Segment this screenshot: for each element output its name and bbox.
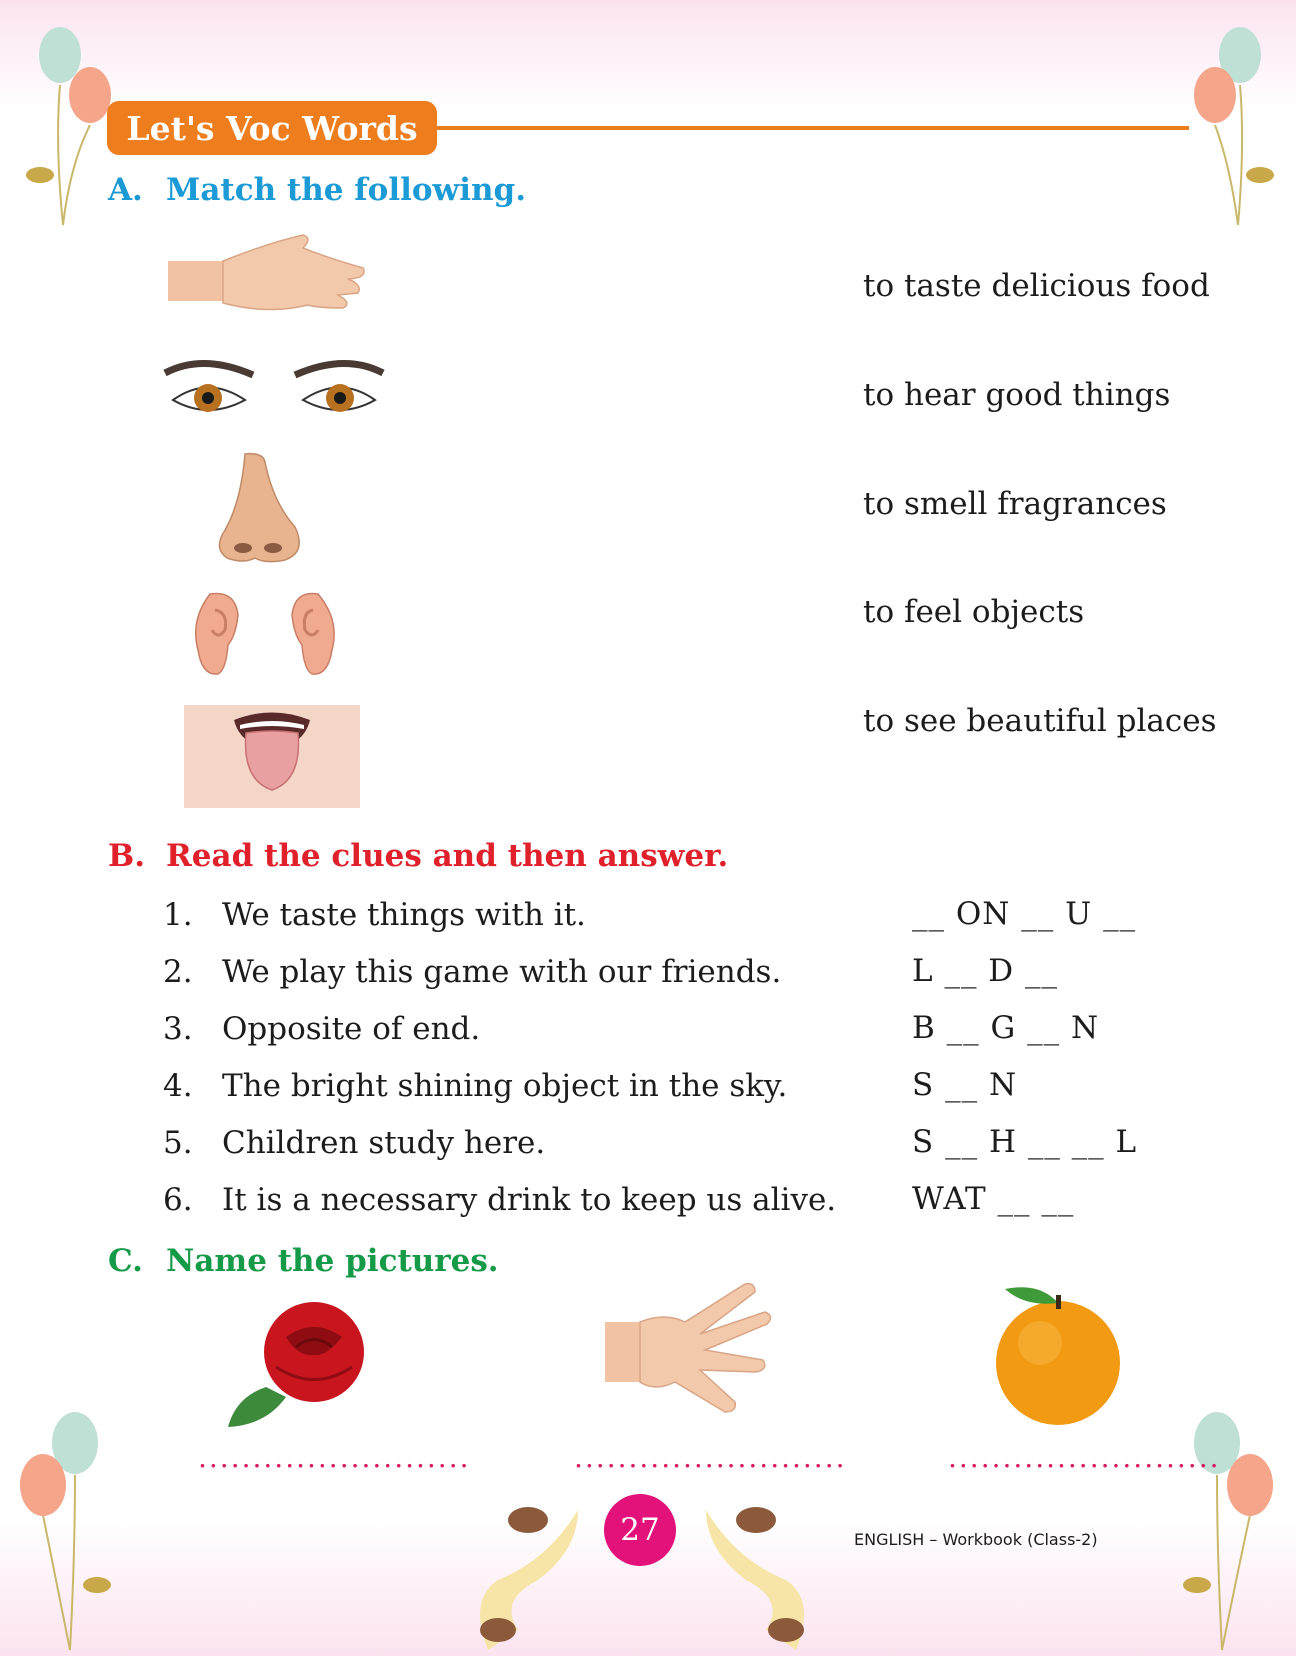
hand-icon: [168, 233, 368, 328]
page-number: 27: [604, 1494, 676, 1566]
section-c-letter: C.: [108, 1243, 143, 1279]
clue-text: We play this game with our friends.: [222, 954, 782, 990]
section-a-title: Match the following.: [166, 172, 527, 208]
match-phrase: to smell fragrances: [863, 486, 1167, 522]
clue-text: We taste things with it.: [222, 897, 586, 933]
clue-text: The bright shining object in the sky.: [222, 1068, 788, 1104]
clue-number: 6.: [163, 1182, 193, 1218]
clue-answer: S __ H __ __ L: [912, 1124, 1138, 1160]
clue-text: Children study here.: [222, 1125, 546, 1161]
section-a-heading: [108, 172, 526, 208]
clue-number: 2.: [163, 954, 193, 990]
balloons-bottom-left-icon: [15, 1405, 125, 1655]
match-phrase: to feel objects: [863, 594, 1085, 630]
clue-number: 5.: [163, 1125, 193, 1161]
clue-answer: WAT __ __: [912, 1181, 1075, 1217]
section-b-heading: [108, 838, 728, 874]
match-phrase: to see beautiful places: [863, 703, 1217, 739]
answer-blank[interactable]: .........................: [574, 1441, 847, 1474]
hand-icon: [605, 1282, 775, 1424]
clue-text: Opposite of end.: [222, 1011, 481, 1047]
section-tab: [107, 101, 437, 155]
clue-number: 1.: [163, 897, 193, 933]
match-phrase: to taste delicious food: [863, 268, 1210, 304]
clue-answer: S __ N: [912, 1067, 1018, 1103]
rose-icon: [226, 1297, 386, 1429]
answer-blank[interactable]: .........................: [198, 1441, 471, 1474]
clue-text: It is a necessary drink to keep us alive.: [222, 1182, 837, 1218]
section-b-letter: B.: [108, 838, 145, 874]
header-divider: [437, 126, 1189, 130]
nose-icon: [215, 452, 305, 564]
section-b-title: Read the clues and then answer.: [166, 838, 729, 874]
clue-number: 3.: [163, 1011, 193, 1047]
book-title: ENGLISH – Workbook (Class-2): [854, 1530, 1098, 1549]
orange-icon: [990, 1277, 1124, 1427]
birds-ribbon-right-icon: [696, 1490, 826, 1656]
section-tab-label: Let's Voc Words: [126, 108, 418, 148]
section-c-title: Name the pictures.: [166, 1243, 499, 1279]
balloons-top-right-icon: [1180, 15, 1290, 235]
clue-answer: __ ON __ U __: [912, 896, 1137, 932]
section-a-letter: A.: [108, 172, 143, 208]
clue-answer: L __ D __: [912, 953, 1059, 989]
clue-number: 4.: [163, 1068, 193, 1104]
section-c-heading: [108, 1243, 499, 1279]
ears-icon: [190, 590, 340, 678]
clue-answer: B __ G __ N: [912, 1010, 1100, 1046]
birds-ribbon-left-icon: [458, 1490, 588, 1656]
tongue-icon: [184, 705, 360, 808]
match-phrase: to hear good things: [863, 377, 1171, 413]
answer-blank[interactable]: .........................: [948, 1441, 1221, 1474]
eyes-icon: [163, 355, 385, 435]
